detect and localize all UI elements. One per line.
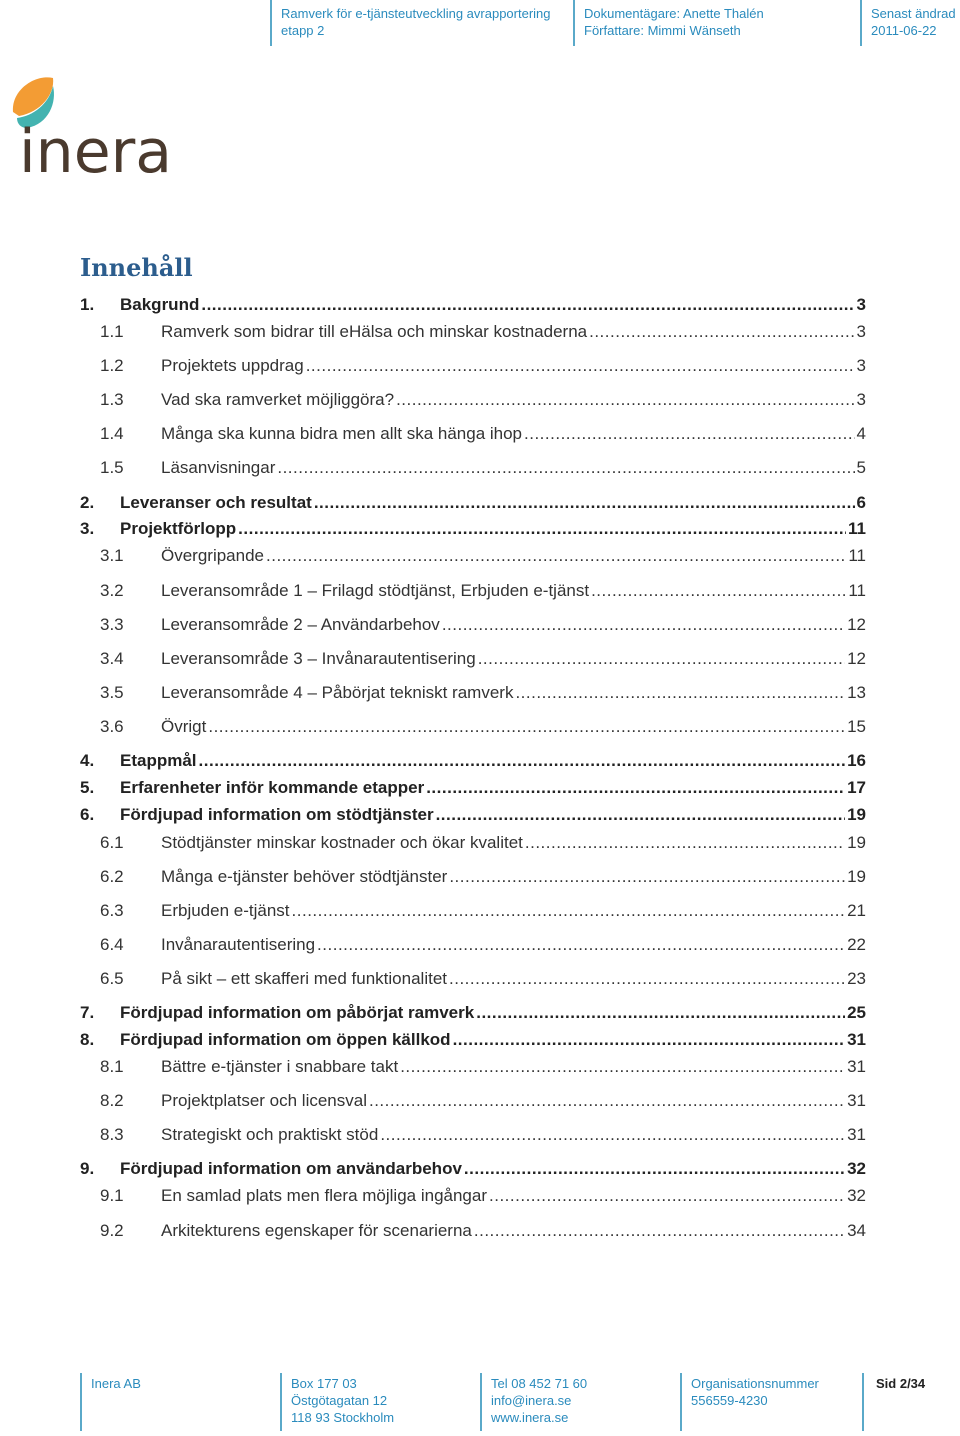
- toc-entry-number: 6.5: [100, 969, 124, 988]
- toc-entry-number: 6.4: [100, 935, 124, 954]
- toc-entry-title: Erfarenheter inför kommande etapper: [120, 778, 425, 797]
- toc-dot-leader: [464, 1159, 845, 1179]
- toc-entry-number: 5.: [80, 778, 95, 797]
- toc-entry-title: Fördjupad information om öppen källkod: [120, 1030, 451, 1049]
- toc-entry-page: 31: [847, 1125, 866, 1144]
- toc-entry-page: 11: [848, 546, 866, 565]
- toc-entry[interactable]: [80, 679, 866, 703]
- toc-entry[interactable]: [80, 1155, 866, 1179]
- toc-dot-leader: [314, 493, 855, 513]
- toc-entry-page: 19: [847, 867, 866, 886]
- toc-entry-number: 9.: [80, 1159, 95, 1178]
- toc-entry-title: En samlad plats men flera möjliga ingångar: [161, 1186, 488, 1205]
- page-number: Sid 2/34: [876, 1376, 926, 1391]
- toc-entry-page: 12: [847, 615, 866, 634]
- inera-logo: [5, 72, 175, 182]
- toc-entry-title: Etappmål: [120, 751, 197, 770]
- toc-entry-title: Leveranser och resultat: [120, 493, 312, 512]
- toc-dot-leader: [317, 935, 845, 955]
- toc-dot-leader: [442, 615, 845, 635]
- toc-entry[interactable]: [80, 454, 866, 478]
- toc-entry-page: 32: [847, 1186, 866, 1205]
- toc-entry-page: 4: [856, 424, 866, 443]
- toc-entry-page: 3: [856, 295, 866, 314]
- toc-entry[interactable]: [80, 829, 866, 853]
- toc-entry-page: 32: [847, 1159, 866, 1178]
- toc-entry[interactable]: [80, 1087, 866, 1111]
- footer-company: [80, 1373, 271, 1431]
- toc-dot-leader: [525, 833, 845, 853]
- toc-dot-leader: [449, 969, 845, 989]
- toc-entry-title: Bättre e-tjänster i snabbare takt: [161, 1057, 399, 1076]
- toc-entry-page: 19: [847, 805, 866, 824]
- toc-entry-page: 19: [847, 833, 866, 852]
- toc-entry[interactable]: [80, 713, 866, 737]
- toc-entry-number: 3.6: [100, 717, 124, 736]
- toc-dot-leader: [436, 805, 846, 825]
- toc-entry-page: 34: [847, 1221, 866, 1240]
- toc-entry-title: Stödtjänster minskar kostnader och ökar kvalitet: [161, 833, 523, 852]
- toc-entry-title: Leveransområde 1 – Frilagd stödtjänst, Erbjuden e-tjänst: [161, 581, 590, 600]
- toc-entry-title: Vad ska ramverket möjliggöra?: [161, 390, 395, 409]
- toc-entry[interactable]: [80, 747, 866, 771]
- toc-entry-page: 31: [847, 1091, 866, 1110]
- header-changed: [860, 0, 960, 46]
- toc-dot-leader: [474, 1221, 845, 1241]
- toc-entry-page: 11: [848, 581, 866, 600]
- toc-dot-leader: [400, 1057, 845, 1077]
- toc-entry-page: 23: [847, 969, 866, 988]
- footer-email-link[interactable]: info@inera.se: [491, 1393, 572, 1408]
- toc-entry[interactable]: [80, 645, 866, 669]
- toc-entry-number: 1.1: [100, 322, 124, 341]
- toc-entry-page: 16: [847, 751, 866, 770]
- toc-entry-page: 21: [847, 901, 866, 920]
- footer-contact: [480, 1373, 671, 1431]
- footer-city: 118 93 Stockholm: [291, 1410, 395, 1425]
- toc-entry[interactable]: [80, 1217, 866, 1241]
- toc-entry-number: 1.5: [100, 458, 124, 477]
- toc-entry-title: Strategiskt och praktiskt stöd: [161, 1125, 379, 1144]
- toc-entry-page: 13: [847, 683, 866, 702]
- header-title-line2: etapp 2: [281, 23, 325, 38]
- toc-entry-number: 3.1: [100, 546, 124, 565]
- toc-entry-title: Läsanvisningar: [161, 458, 276, 477]
- toc-entry-page: 6: [856, 493, 866, 512]
- toc-dot-leader: [369, 1091, 845, 1111]
- toc-entry-title: Fördjupad information om stödtjänster: [120, 805, 434, 824]
- toc-entry-number: 6.3: [100, 901, 124, 920]
- toc-dot-leader: [380, 1125, 845, 1145]
- toc-entry-title: Arkitekturens egenskaper för scenarierna: [161, 1221, 472, 1240]
- toc-entry-title: Leveransområde 2 – Användarbehov: [161, 615, 440, 634]
- toc-entry-page: 12: [847, 649, 866, 668]
- toc-entry-number: 8.: [80, 1030, 95, 1049]
- footer-address: [280, 1373, 471, 1431]
- toc-dot-leader: [478, 649, 845, 669]
- header-owner: Dokumentägare: Anette Thalén: [584, 6, 764, 21]
- toc-entry-title: Leveransområde 3 – Invånarautentisering: [161, 649, 476, 668]
- toc-entry[interactable]: [80, 897, 866, 921]
- inera-logo-wordmark: inera: [19, 117, 173, 182]
- toc-entry[interactable]: [80, 318, 866, 342]
- toc-entry[interactable]: [80, 1053, 866, 1077]
- toc-dot-leader: [453, 1030, 846, 1050]
- toc-entry-number: 3.2: [100, 581, 124, 600]
- toc-title: Innehåll: [80, 253, 193, 282]
- toc-entry-title: Projektplatser och licensval: [161, 1091, 367, 1110]
- header-document-meta: [573, 0, 854, 46]
- toc-entry-number: 1.: [80, 295, 95, 314]
- toc-dot-leader: [589, 322, 854, 342]
- toc-entry-title: Ramverk som bidrar till eHälsa och minskar kostnaderna: [161, 322, 588, 341]
- toc-dot-leader: [201, 295, 854, 315]
- footer-box: Box 177 03: [291, 1376, 357, 1391]
- toc-entry-number: 9.1: [100, 1186, 124, 1205]
- toc-entry[interactable]: [80, 352, 866, 376]
- toc-entry-title: Många e-tjänster behöver stödtjänster: [161, 867, 448, 886]
- toc-entry[interactable]: [80, 774, 866, 798]
- toc-entry-page: 31: [847, 1057, 866, 1076]
- footer-org-label: Organisationsnummer: [691, 1376, 819, 1391]
- toc-dot-leader: [238, 519, 846, 539]
- toc-dot-leader: [266, 546, 846, 566]
- toc-entry-title: Fördjupad information om användarbehov: [120, 1159, 462, 1178]
- footer-web-link[interactable]: www.inera.se: [491, 1410, 569, 1425]
- toc-entry-number: 8.3: [100, 1125, 124, 1144]
- toc-entry[interactable]: [80, 542, 866, 566]
- footer-page-number: [862, 1373, 925, 1431]
- inera-logo-graphic: [5, 72, 175, 182]
- toc-dot-leader: [277, 458, 854, 478]
- toc-entry-page: 25: [847, 1003, 866, 1022]
- toc-entry-page: 31: [847, 1030, 866, 1049]
- toc-entry-number: 9.2: [100, 1221, 124, 1240]
- toc-entry-title: Projektförlopp: [120, 519, 237, 538]
- toc-entry-title: Bakgrund: [120, 295, 200, 314]
- toc-entry-number: 3.3: [100, 615, 124, 634]
- header-document-title: [270, 0, 571, 46]
- toc-entry-page: 3: [856, 356, 866, 375]
- toc-entry-page: 11: [848, 519, 866, 538]
- toc-entry-number: 3.4: [100, 649, 124, 668]
- toc-entry-number: 6.: [80, 805, 95, 824]
- toc-dot-leader: [306, 356, 855, 376]
- toc-entry[interactable]: [80, 515, 866, 539]
- toc-entry[interactable]: [80, 386, 866, 410]
- toc-entry-title: Leveransområde 4 – Påbörjat tekniskt ramverk: [161, 683, 514, 702]
- toc-entry-title: Fördjupad information om påbörjat ramverk: [120, 1003, 475, 1022]
- toc-entry[interactable]: [80, 1121, 866, 1145]
- toc-entry-number: 2.: [80, 493, 95, 512]
- toc-entry-number: 8.2: [100, 1091, 124, 1110]
- toc-entry-title: Övrigt: [161, 717, 207, 736]
- toc-entry[interactable]: [80, 291, 866, 315]
- toc-entry[interactable]: [80, 801, 866, 825]
- toc-dot-leader: [591, 581, 846, 601]
- toc-entry-title: På sikt – ett skafferi med funktionalitet: [161, 969, 447, 988]
- toc-entry[interactable]: [80, 420, 866, 444]
- toc-entry-number: 6.1: [100, 833, 124, 852]
- toc-entry[interactable]: [80, 1182, 866, 1206]
- toc-dot-leader: [515, 683, 845, 703]
- toc-dot-leader: [476, 1003, 845, 1023]
- toc-entry-page: 3: [856, 390, 866, 409]
- toc-dot-leader: [489, 1186, 845, 1206]
- toc-entry-title: Många ska kunna bidra men allt ska hänga ihop: [161, 424, 523, 443]
- toc-dot-leader: [449, 867, 845, 887]
- header-author: Författare: Mimmi Wänseth: [584, 23, 741, 38]
- toc-dot-leader: [426, 778, 845, 798]
- toc-entry-title: Övergripande: [161, 546, 265, 565]
- footer-phone: Tel 08 452 71 60: [491, 1376, 588, 1391]
- toc-entry[interactable]: [80, 931, 866, 955]
- toc-entry[interactable]: [80, 611, 866, 635]
- toc-entry-page: 22: [847, 935, 866, 954]
- toc-entry-title: Projektets uppdrag: [161, 356, 304, 375]
- toc-entry-page: 5: [856, 458, 866, 477]
- footer-street: Östgötagatan 12: [291, 1393, 388, 1408]
- toc-entry-number: 6.2: [100, 867, 124, 886]
- toc-entry-title: Invånarautentisering: [161, 935, 316, 954]
- header-title-line1: Ramverk för e-tjänsteutveckling avrapportering: [281, 6, 551, 21]
- toc-entry-title: Erbjuden e-tjänst: [161, 901, 290, 920]
- toc-entry-number: 3.5: [100, 683, 124, 702]
- toc-entry[interactable]: [80, 965, 866, 989]
- toc-entry[interactable]: [80, 999, 866, 1023]
- toc-dot-leader: [208, 717, 845, 737]
- toc-entry[interactable]: [80, 489, 866, 513]
- toc-entry-number: 1.4: [100, 424, 124, 443]
- toc-entry-page: 17: [847, 778, 866, 797]
- toc-entry[interactable]: [80, 863, 866, 887]
- toc-entry-number: 1.2: [100, 356, 124, 375]
- footer-org: [680, 1373, 851, 1431]
- toc-entry-number: 7.: [80, 1003, 95, 1022]
- toc-entry-page: 3: [856, 322, 866, 341]
- header-changed-label: Senast ändrad: [871, 6, 956, 21]
- toc-entry-number: 4.: [80, 751, 95, 770]
- toc-dot-leader: [396, 390, 854, 410]
- toc-entry-number: 1.3: [100, 390, 124, 409]
- toc-entry-page: 15: [847, 717, 866, 736]
- footer-org-number: 556559-4230: [691, 1393, 768, 1408]
- toc-entry[interactable]: [80, 577, 866, 601]
- toc-dot-leader: [292, 901, 846, 921]
- toc-dot-leader: [524, 424, 855, 444]
- header-changed-date: 2011-06-22: [871, 23, 937, 38]
- toc-dot-leader: [199, 751, 846, 771]
- footer-company-name: Inera AB: [91, 1376, 141, 1391]
- toc-entry-number: 3.: [80, 519, 95, 538]
- toc-entry-number: 8.1: [100, 1057, 124, 1076]
- toc-entry[interactable]: [80, 1026, 866, 1050]
